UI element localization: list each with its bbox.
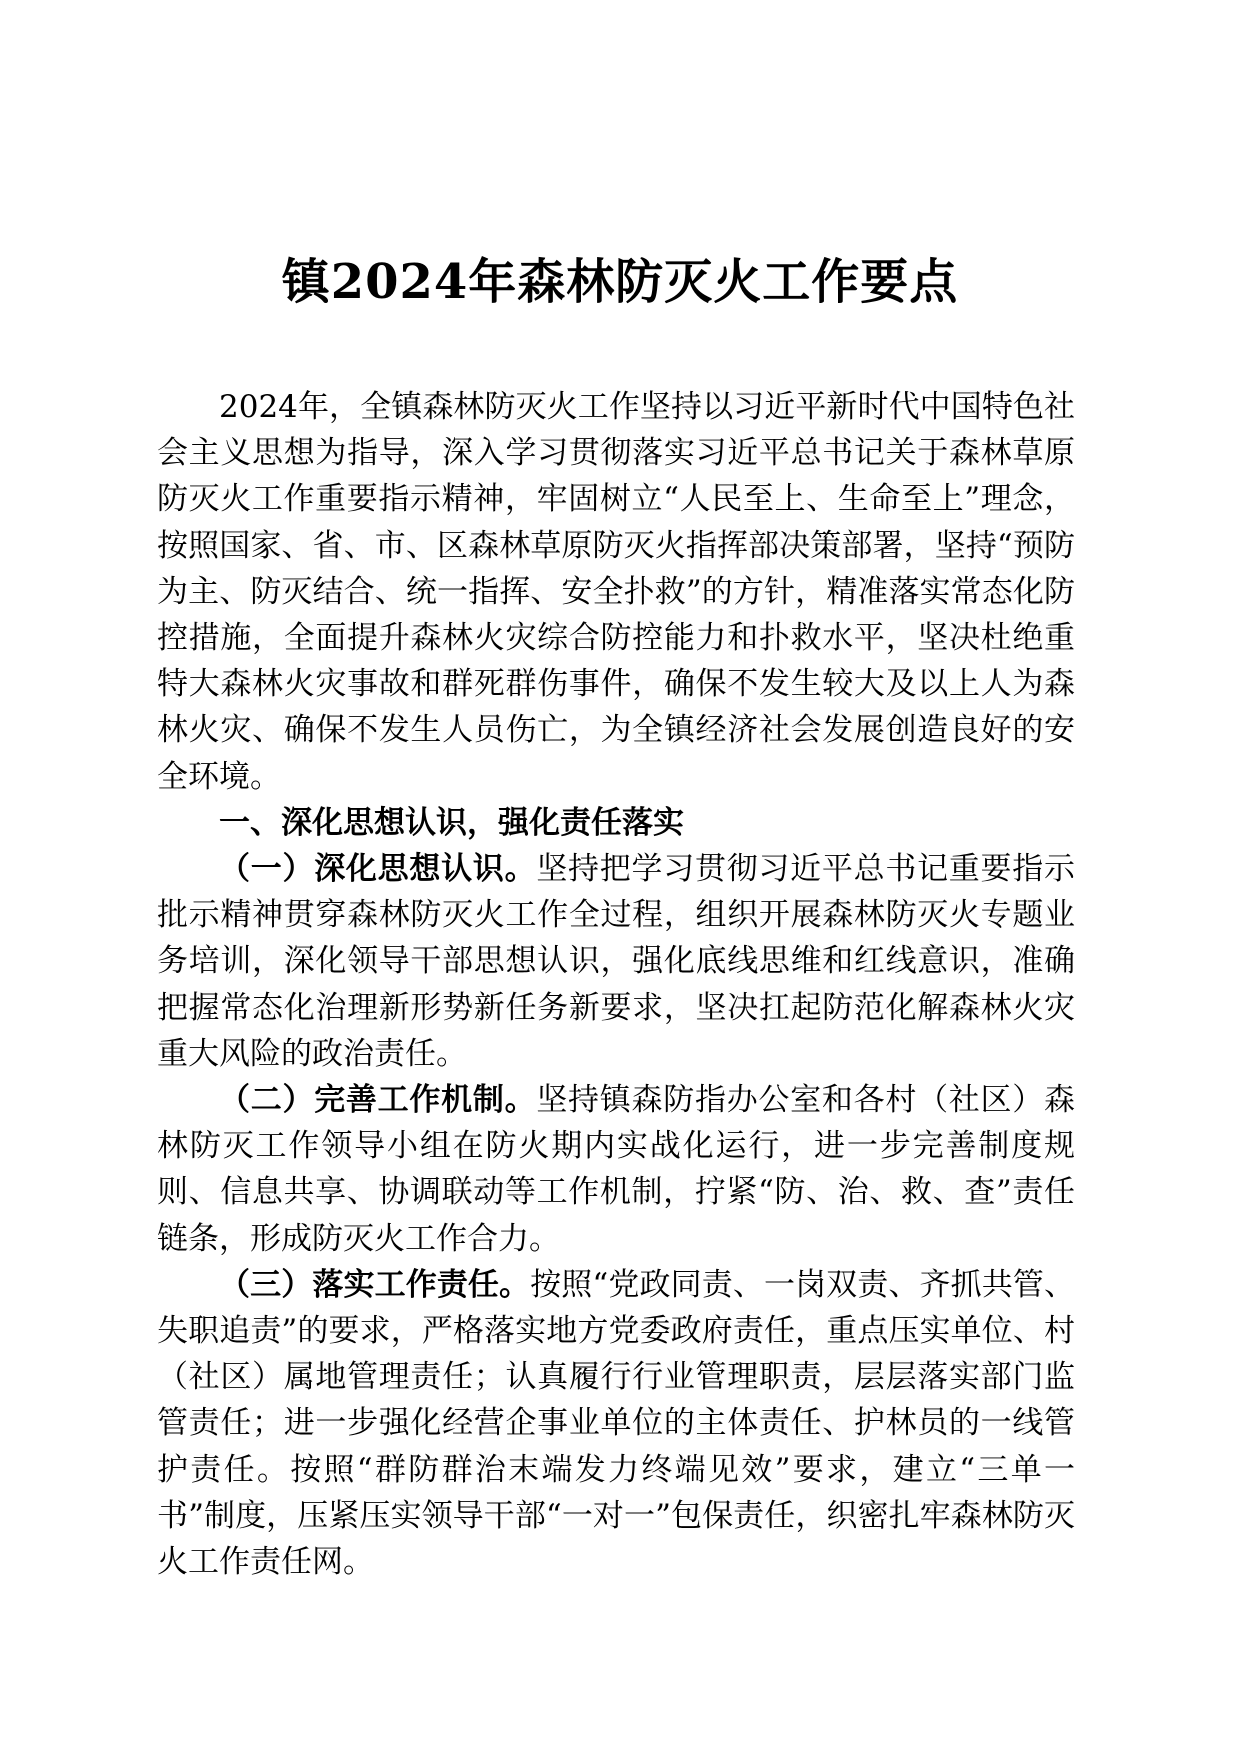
document-body [157, 384, 1075, 1585]
document-title: 镇2024年森林防灭火工作要点 [281, 254, 959, 310]
subsection-text: 坚持镇森防指办公室和各村（社区）森林防灭工作领导小组在防火期内实战化运行，进一步完善制度规则、信息共享、协调联动等工作机制，拧紧“防、治、救、查”责任链条，形成防灭火工作合力。 [157, 1082, 1076, 1257]
intro-paragraph: 2024年，全镇森林防灭火工作坚持以习近平新时代中国特色社会主义思想为指导，深入学习贯彻落实习近平总书记关于森林草原防灭火工作重要指示精神，牢固树立“人民至上、生命至上”理念，按照国家、省、市、区森林草原防灭火指挥部决策部署，坚持“预防为主、防灭结合、统一指挥、安全扑救”的方针，精准落实常态化防控措施，全面提升森林火灾综合防控能力和扑救水平，坚决杜绝重特大森林火灾事故和群死群伤事件，确保不发生较大及以上人为森林火灾、确保不发生人员伤亡，为全镇经济社会发展创造良好的安全环境。 [157, 389, 1075, 795]
subsection-label: （二）完善工作机制。 [219, 1082, 537, 1119]
subsection-paragraph-1 [157, 846, 1075, 1077]
subsection-paragraph-3 [157, 1262, 1075, 1585]
subsection-paragraph-2 [157, 1077, 1075, 1262]
subsection-label: （三）落实工作责任。 [219, 1266, 531, 1303]
subsection-label: （一）深化思想认识。 [219, 851, 537, 888]
subsection-text: 坚持把学习贯彻习近平总书记重要指示批示精神贯穿森林防灭火工作全过程，组织开展森林防灭火专题业务培训，深化领导干部思想认识，强化底线思维和红线意识，准确把握常态化治理新形势新任务新要求，坚决扛起防范化解森林火灾重大风险的政治责任。 [157, 851, 1076, 1072]
section-heading: 一、深化思想认识，强化责任落实 [219, 804, 684, 841]
subsection-text: 按照“党政同责、一岗双责、齐抓共管、失职追责”的要求，严格落实地方党委政府责任，重点压实单位、村（社区）属地管理责任；认真履行行业管理职责，层层落实部门监管责任；进一步强化经营企事业单位的主体责任、护林员的一线管护责任。按照“群防群治末端发力终端见效”要求，建立“三单一书”制度，压紧压实领导干部“一对一”包保责任，织密扎牢森林防灭火工作责任网。 [157, 1266, 1075, 1581]
